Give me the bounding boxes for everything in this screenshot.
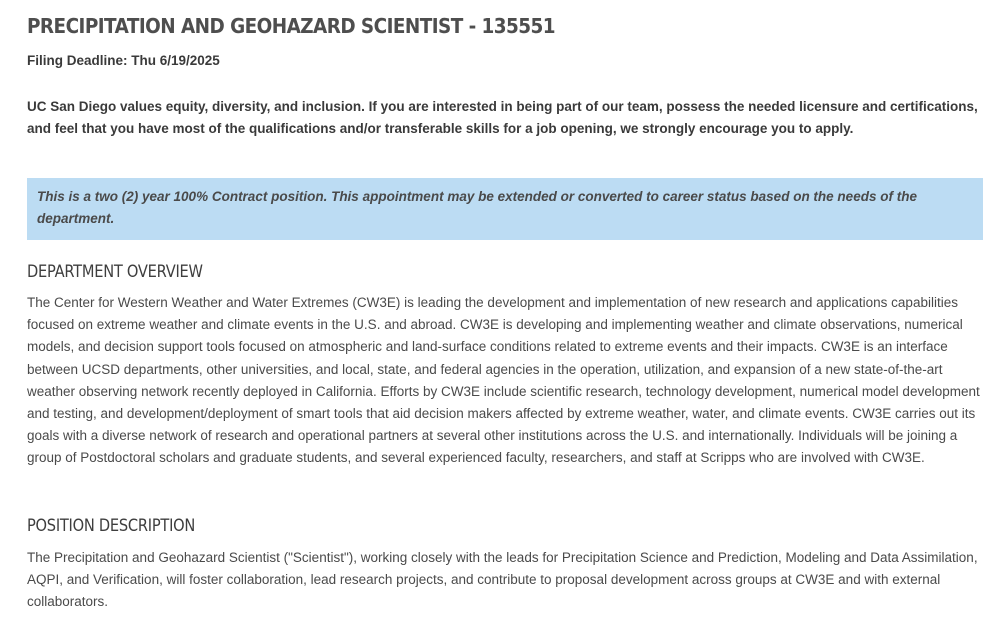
position-description-heading: POSITION DESCRIPTION: [27, 516, 196, 536]
department-overview-text: The Center for Western Weather and Water Extremes (CW3E) is leading the development and implementation of new research and applications capabilities focused on extreme weather and climate events in the U.S. and abroad. CW3E is developing and implementing weather and climate observations, numerical models, and decision support tools focused on atmospheric and land-surface conditions related to extreme events and their impacts. CW3E is an interface between UCSD departments, other universities, and local, state, and federal agencies in the operation, utilization, and expansion of a new state-of-the-art weather observing network recently deployed in California. Efforts by CW3E include scientific research, technology development, numerical model development and testing, and development/deployment of smart tools that aid decision makers affected by extreme weather, water, and climate events. CW3E carries out its goals with a diverse network of research and operational partners at several other institutions across the U.S. and internationally. Individuals will be joining a group of Postdoctoral scholars and graduate students, and several experienced faculty, researchers, and staff at Scripps who are involved with CW3E.: [27, 295, 980, 466]
eeo-statement: UC San Diego values equity, diversity, and inclusion. If you are interested in being part of our team, possess the needed licensure and certifications, and feel that you have most of the qualifications and/or transferable skills for a job opening, we strongly encourage you to apply.: [27, 99, 978, 136]
position-description-text: The Precipitation and Geohazard Scientist ("Scientist"), working closely with the leads for Precipitation Science and Prediction, Modeling and Data Assimilation, AQPI, and Verification, will foster collaboration, lead research projects, and contribute to proposal development across groups at CW3E and with external collaborators.: [27, 550, 978, 610]
filing-deadline: Filing Deadline: Thu 6/19/2025: [27, 53, 220, 68]
contract-notice-text: This is a two (2) year 100% Contract position. This appointment may be extended or converted to career status based on the needs of the department.: [37, 189, 917, 226]
department-overview-heading: DEPARTMENT OVERVIEW: [27, 262, 203, 282]
job-title: PRECIPITATION AND GEOHAZARD SCIENTIST - 135551: [27, 14, 556, 38]
contract-notice-box: [27, 178, 983, 240]
